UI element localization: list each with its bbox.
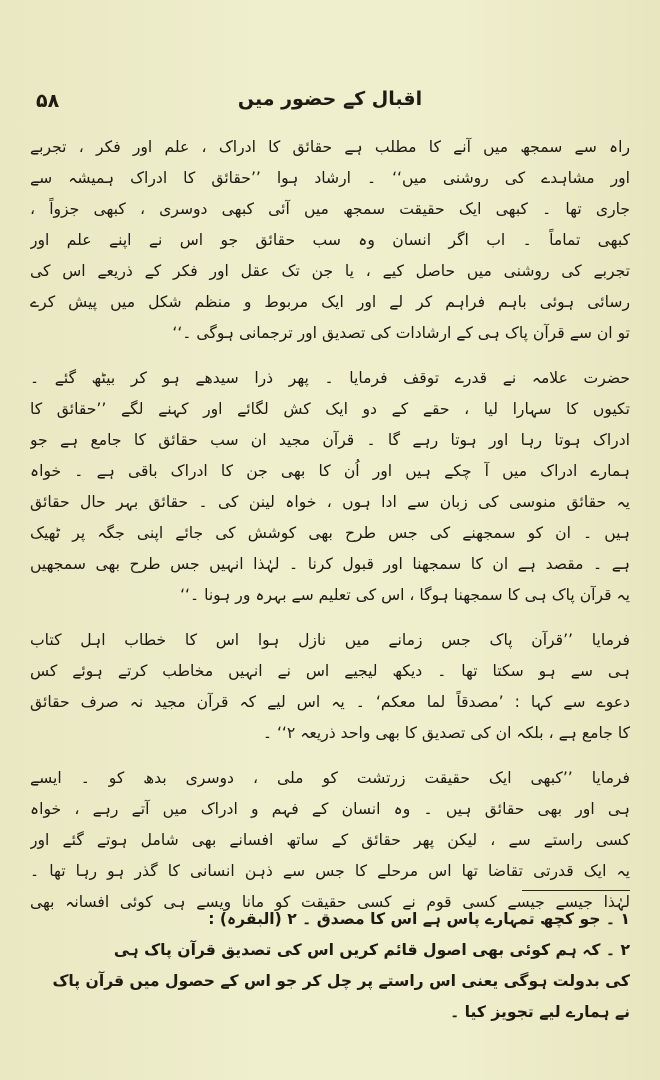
paragraph-1: [30, 132, 630, 349]
running-title: اقبال کے حضور میں: [237, 88, 423, 110]
text-line: رسائی ہوئی باہم فراہم کر لے اور ایک مربوط و منظم شکل میں پیش کرے: [30, 293, 630, 311]
footnote-2-line-1: ۲ ۔ کہ ہم کوئی بھی اصول قائم کریں اس کی تصدیق قرآن پاک ہی: [113, 941, 630, 959]
footnotes: [30, 904, 630, 1028]
text-line: ادراک ہوتا رہا اور ہوتا رہے گا ۔ قرآن مجید ان سب حقائق کا جامع ہے جو: [30, 431, 630, 449]
text-line: یہ قرآن پاک ہی کا سمجھنا ہوگا ، اس کی تعلیم سے بہرہ ور ہونا ۔‘‘: [180, 586, 630, 604]
text-line: حضرت علامہ نے قدرے توقف فرمایا ۔ پھر ذرا سیدھے ہو کر بیٹھ گئے ۔: [30, 369, 630, 387]
footnote-1: ۱ ۔ جو کچھ تمہارے پاس ہے اس کا مصدق ۔ ۲ (البقرہ) :: [208, 910, 630, 928]
text-line: کسی راستے سے ، لیکن پھر حقائق کے ساتھ افسانے بھی شامل ہوتے گئے اور: [30, 831, 630, 849]
paragraph-4: [30, 763, 630, 918]
text-line: ہیں ۔ ان کو سمجھنے کی جس طرح بھی کوشش کی جائے اپنی جگہ پر ٹھیک: [30, 524, 630, 542]
text-line: کا جامع ہے ، بلکہ ان کی تصدیق کا بھی واحد ذریعہ ۲‘‘ ۔: [262, 724, 630, 742]
page-header: [28, 86, 632, 122]
text-line: یہ حقائق منوسی کی زبان سے ادا ہوں ، خواہ لینن کی ۔ حقائق بہر حال حقائق: [30, 493, 630, 511]
text-line: لہٰذا جیسے جیسے کسی قوم نے کسی حقیقت کو مانا ویسے ہی کوئی افسانہ بھی: [30, 893, 630, 911]
text-line: اور مشاہدے کی روشنی میں‘‘ ۔ ارشاد ہوا ’’حقائق کا ادراک ہمیشہ سے: [30, 169, 630, 187]
text-line: تو ان سے قرآن پاک ہی کے ارشادات کی تصدیق اور ترجمانی ہوگی ۔‘‘: [172, 324, 630, 342]
text-line: ہی اور بھی حقائق ہیں ۔ وہ انسان کے فہم و ادراک میں آتے رہے ، خواہ: [30, 800, 630, 818]
footnote-2-line-3: نے ہمارے لیے تجویز کیا ۔: [450, 1003, 630, 1021]
text-line: جاری تھا ۔ کبھی ایک حقیقت سمجھ میں آئی کبھی دوسری ، کبھی جزواً ،: [30, 200, 630, 218]
text-line: ہے ۔ مقصد ہے ان کا سمجھنا اور قبول کرنا ۔ لہٰذا انہیں جس طرح بھی سمجھیں: [30, 555, 630, 573]
page-number: ۵۸: [36, 90, 60, 112]
text-line: ہمارے ادراک میں آ چکے ہیں اور اُن کا بھی جن کا ادراک باقی ہے ۔ خواہ: [30, 462, 630, 480]
footnote-divider: [522, 890, 630, 891]
text-line: راہ سے سمجھ میں آنے کا مطلب ہے حقائق کا ادراک ، علم اور فکر ، تجربے: [30, 138, 630, 156]
text-line: کبھی تماماً ۔ اب اگر انسان وہ سب حقائق جو اس نے اپنے علم اور: [30, 231, 630, 249]
paragraph-3: [30, 625, 630, 749]
text-line: ہی سے ہو سکتا تھا ۔ دیکھ لیجیے اس نے انہیں مخاطب کرتے ہوئے کس: [30, 662, 630, 680]
footnote-2-line-2: کی بدولت ہوگی یعنی اس راستے پر چل کر جو اس کے حصول میں قرآن پاک: [52, 972, 630, 990]
text-line: دعوے سے کہا : ’مصدقاً لما معکم‘ ۔ یہ اس لیے کہ قرآن مجید نہ صرف حقائق: [30, 693, 630, 711]
text-line: فرمایا ’’قرآن پاک جس زمانے میں نازل ہوا اس کا خطاب اہل کتاب: [30, 631, 630, 649]
text-line: تجربے کی روشنی میں حاصل کیے ، یا جن تک عقل اور فکر کے ذریعے اس کی: [30, 262, 630, 280]
text-line: تکیوں کا سہارا لیا ، حقے کے دو ایک کش لگائے اور کہنے لگے ’’حقائق کا: [30, 400, 630, 418]
text-line: یہ ایک قدرتی تقاضا تھا اس مرحلے کا جس سے ذہن انسانی کا گذر ہو رہا تھا ۔: [30, 862, 630, 880]
paragraph-2: [30, 363, 630, 611]
body-text: [30, 132, 630, 932]
text-line: فرمایا ’’کبھی ایک حقیقت زرتشت کو ملی ، دوسری بدھ کو ۔ ایسے: [30, 769, 630, 787]
